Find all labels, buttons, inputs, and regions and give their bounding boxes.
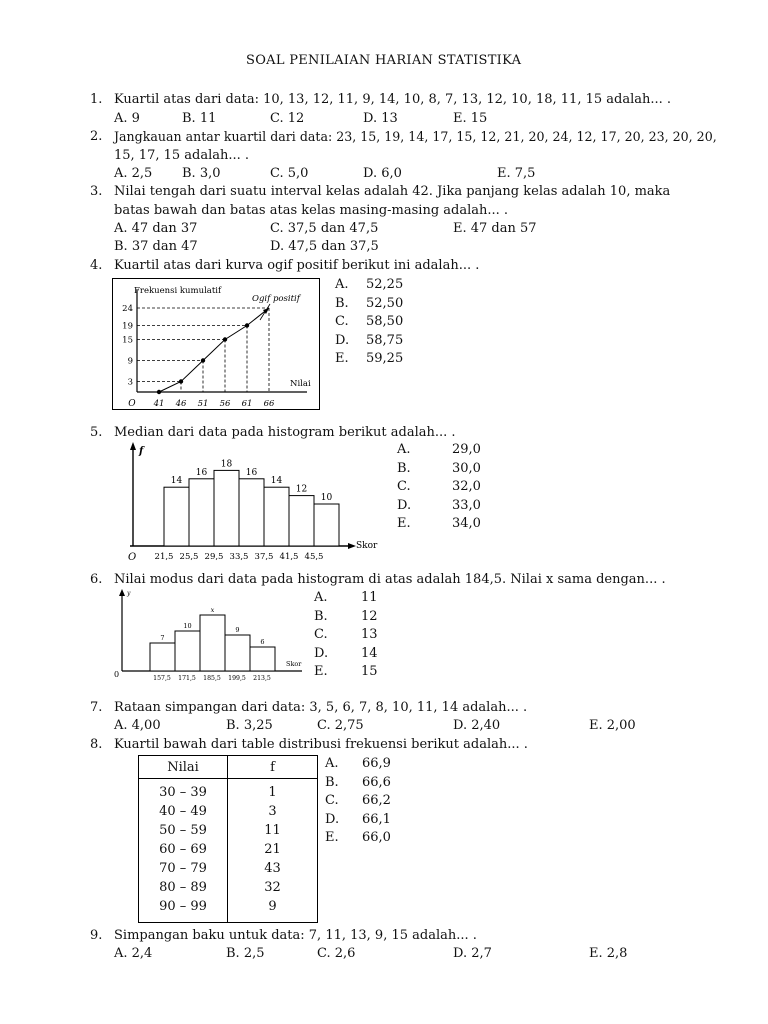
histogram-bar <box>250 647 275 671</box>
data-point <box>223 337 227 341</box>
x-axis-label: Skor <box>356 541 378 551</box>
column-header-nilai: Nilai <box>139 756 228 779</box>
table-cell: 60 – 69 <box>139 840 228 859</box>
table-cell: 3 <box>228 802 318 821</box>
bar-value-label: 12 <box>295 484 308 495</box>
histogram-bar <box>200 615 225 671</box>
bar-value-label: 9 <box>235 626 240 634</box>
bar-value-label: 18 <box>220 459 233 470</box>
table-cell: 1 <box>228 779 318 803</box>
option-d-value: 66,1 <box>362 811 391 827</box>
question-number: 3. <box>90 184 103 199</box>
frequency-table <box>138 755 318 923</box>
table-cell: 80 – 89 <box>139 878 228 897</box>
table-cell: 32 <box>228 878 318 897</box>
question-number: 2. <box>90 129 103 144</box>
question-9-text: Simpangan baku untuk data: 7, 11, 13, 9, 15 adalah... . <box>114 928 477 943</box>
x-tick-label: 41 <box>153 399 165 409</box>
question-3-text-line1: Nilai tengah dari suatu interval kelas adalah 42. Jika panjang kelas adalah 10, maka <box>114 184 671 199</box>
option-b: B. 3,0 <box>182 166 221 181</box>
question-4-text: Kuartil atas dari kurva ogif positif berikut ini adalah... . <box>114 258 480 273</box>
x-tick-label: 56 <box>219 399 231 409</box>
option-a: A. 47 dan 37 <box>114 221 198 236</box>
question-5-text: Median dari data pada histogram berikut adalah... . <box>114 425 456 440</box>
option-c: C. 37,5 dan 47,5 <box>270 221 379 236</box>
histogram-bar <box>189 479 214 546</box>
option-c: C. 2,75 <box>317 718 364 733</box>
option-e: E. 15 <box>453 111 488 126</box>
table-cell: 40 – 49 <box>139 802 228 821</box>
histogram-bar <box>314 504 339 546</box>
option-c-letter: C. <box>397 479 411 494</box>
option-c-value: 58,50 <box>366 314 404 329</box>
histogram-bar <box>225 635 250 671</box>
x-tick-label: 185,5 <box>203 675 221 682</box>
option-d-value: 33,0 <box>452 497 481 513</box>
option-e-letter: E. <box>397 516 411 531</box>
histogram-chart-2 <box>110 587 308 683</box>
bar-value-label: 16 <box>195 467 208 478</box>
option-d-value: 14 <box>361 645 378 661</box>
data-point <box>201 358 205 362</box>
histogram-chart-1 <box>112 442 378 563</box>
table-cell: 11 <box>228 821 318 840</box>
y-tick-label: 24 <box>122 304 133 314</box>
x-axis-arrow <box>348 543 356 549</box>
option-d: D. 2,7 <box>453 946 492 961</box>
option-b: B. 2,5 <box>226 946 265 961</box>
option-a-value: 11 <box>361 590 378 605</box>
histogram-bar <box>164 487 189 546</box>
option-b-letter: B. <box>314 608 328 624</box>
ogive-chart <box>112 278 320 410</box>
x-tick-label: 199,5 <box>228 675 246 682</box>
histogram-bar <box>264 487 289 546</box>
option-a-letter: A. <box>335 277 349 292</box>
histogram-bar <box>150 643 175 671</box>
option-b-value: 66,6 <box>362 774 391 790</box>
origin-label: O <box>128 552 137 563</box>
option-b-value: 12 <box>361 608 378 624</box>
data-point <box>179 379 183 383</box>
table-cell: 21 <box>228 840 318 859</box>
y-axis-label: f <box>139 446 144 457</box>
option-d-letter: D. <box>325 811 340 827</box>
bar-value-label: 16 <box>245 467 258 478</box>
bar-value-label: 10 <box>320 493 333 503</box>
option-e: E. 47 dan 57 <box>453 221 537 236</box>
option-e: E. 7,5 <box>497 166 536 181</box>
option-a: A. 9 <box>114 111 140 126</box>
option-a-value: 29,0 <box>452 442 481 457</box>
question-number: 9. <box>90 928 103 943</box>
data-point <box>245 323 249 327</box>
question-1-text: Kuartil atas dari data: 10, 13, 12, 11, 9, 14, 10, 8, 7, 13, 12, 10, 18, 11, 15 adalah... . <box>114 92 672 107</box>
y-tick-label: 9 <box>127 356 133 367</box>
option-b-value: 30,0 <box>452 460 481 476</box>
origin-label: 0 <box>114 670 120 679</box>
option-b-letter: B. <box>335 295 349 311</box>
option-a-letter: A. <box>325 756 339 771</box>
data-point <box>157 390 161 394</box>
option-a: A. 2,4 <box>114 946 153 961</box>
column-header-f: f <box>228 756 318 779</box>
y-tick-label: 19 <box>122 321 133 332</box>
x-tick-label: 37,5 <box>254 552 274 562</box>
x-tick-label: 41,5 <box>279 552 299 562</box>
question-number: 7. <box>90 700 103 715</box>
option-a-value: 66,9 <box>362 756 391 771</box>
option-d: D. 47,5 dan 37,5 <box>270 239 379 254</box>
option-e-value: 59,25 <box>366 351 404 366</box>
chart-title: Ogif positif <box>252 294 300 304</box>
option-a-letter: A. <box>397 442 411 457</box>
table-cell: 30 – 39 <box>139 779 228 803</box>
question-number: 4. <box>90 258 103 273</box>
y-tick-label: 15 <box>122 335 133 346</box>
option-a-value: 52,25 <box>366 277 404 292</box>
x-tick-label: 29,5 <box>204 552 224 562</box>
table-row <box>139 840 318 859</box>
option-b-letter: B. <box>397 460 411 476</box>
option-c-letter: C. <box>314 627 328 642</box>
option-d-value: 58,75 <box>366 332 404 348</box>
page-title: SOAL PENILAIAN HARIAN STATISTIKA <box>246 53 522 68</box>
option-c: C. 12 <box>270 111 305 126</box>
y-axis-arrow <box>130 442 136 450</box>
table-cell: 43 <box>228 859 318 878</box>
option-e-value: 34,0 <box>452 516 481 531</box>
table-row <box>139 859 318 878</box>
option-e-value: 66,0 <box>362 830 391 845</box>
question-number: 5. <box>90 425 103 440</box>
x-tick-label: 51 <box>197 399 209 409</box>
option-c-letter: C. <box>325 793 339 808</box>
question-number: 8. <box>90 737 103 752</box>
table-cell: 90 – 99 <box>139 897 228 923</box>
option-a: A. 4,00 <box>114 718 161 733</box>
option-a-letter: A. <box>314 590 328 605</box>
table-cell: 50 – 59 <box>139 821 228 840</box>
option-d-letter: D. <box>314 645 329 661</box>
table-cell: 70 – 79 <box>139 859 228 878</box>
option-c: C. 5,0 <box>270 166 309 181</box>
table-row <box>139 802 318 821</box>
bar-value-label: 7 <box>160 634 165 642</box>
histogram-bar <box>289 496 314 546</box>
option-a: A. 2,5 <box>114 166 153 181</box>
x-tick-label: 61 <box>241 399 253 409</box>
x-tick-label: 46 <box>175 399 187 409</box>
bar-value-label: 6 <box>260 638 265 646</box>
bar-value-label: 14 <box>270 476 283 487</box>
bar-value-label: x <box>210 606 215 614</box>
table-row <box>139 878 318 897</box>
x-tick-label: 45,5 <box>304 552 324 562</box>
option-d-letter: D. <box>397 497 412 513</box>
option-b: B. 11 <box>182 111 217 126</box>
option-b-value: 52,50 <box>366 295 404 311</box>
question-number: 1. <box>90 92 103 107</box>
bar-value-label: 14 <box>170 476 183 487</box>
histogram-bar <box>175 631 200 671</box>
x-tick-label: 21,5 <box>154 552 174 562</box>
option-e: E. 2,8 <box>589 946 628 961</box>
x-tick-label: 25,5 <box>179 552 199 562</box>
histogram-bar <box>214 470 239 546</box>
option-d: D. 13 <box>363 111 398 126</box>
option-d: D. 2,40 <box>453 718 501 733</box>
x-tick-label: 171,5 <box>178 675 196 682</box>
option-c-value: 13 <box>361 627 378 642</box>
question-2-text-line2: 15, 17, 15 adalah... . <box>114 148 250 163</box>
histogram-bar <box>239 479 264 546</box>
table-cell: 9 <box>228 897 318 923</box>
x-tick-label: 66 <box>263 399 275 409</box>
option-e-letter: E. <box>314 664 328 679</box>
y-axis-label: Frekuensi kumulatif <box>134 286 222 296</box>
x-tick-label: 157,5 <box>153 675 171 682</box>
x-axis-label: Skor <box>286 660 302 668</box>
option-c-value: 66,2 <box>362 793 391 808</box>
option-d-letter: D. <box>335 332 350 348</box>
option-b: B. 37 dan 47 <box>114 239 198 254</box>
y-axis-label: y <box>127 590 131 597</box>
y-tick-label: 3 <box>127 377 133 388</box>
x-tick-label: 213,5 <box>253 675 271 682</box>
x-tick-label: 33,5 <box>229 552 249 562</box>
option-c-letter: C. <box>335 314 349 329</box>
option-e-value: 15 <box>361 664 378 679</box>
table-row <box>139 779 318 803</box>
option-c: C. 2,6 <box>317 946 356 961</box>
table-header-row <box>139 756 318 779</box>
question-8-text: Kuartil bawah dari table distribusi frekuensi berikut adalah... . <box>114 737 528 752</box>
option-c-value: 32,0 <box>452 479 481 494</box>
option-b-letter: B. <box>325 774 339 790</box>
option-e: E. 2,00 <box>589 718 636 733</box>
option-b: B. 3,25 <box>226 718 273 733</box>
y-axis-arrow <box>119 589 125 596</box>
origin-label: O <box>128 399 136 409</box>
question-2-text-line1: Jangkauan antar kuartil dari data: 23, 15, 19, 14, 17, 15, 12, 21, 20, 24, 12, 17, 20, 23, 20, 20, <box>114 129 717 144</box>
question-7-text: Rataan simpangan dari data: 3, 5, 6, 7, 8, 10, 11, 14 adalah... . <box>114 700 528 715</box>
option-e-letter: E. <box>335 351 349 366</box>
option-e-letter: E. <box>325 830 339 845</box>
table-row <box>139 821 318 840</box>
table-row <box>139 897 318 923</box>
question-number: 6. <box>90 572 103 587</box>
bar-value-label: 10 <box>183 622 192 630</box>
question-3-text-line2: batas bawah dan batas atas kelas masing-masing adalah... . <box>114 203 509 218</box>
x-axis-label: Nilai <box>290 379 311 389</box>
option-d: D. 6,0 <box>363 166 402 181</box>
question-6-text: Nilai modus dari data pada histogram di atas adalah 184,5. Nilai x sama dengan... . <box>114 572 666 587</box>
